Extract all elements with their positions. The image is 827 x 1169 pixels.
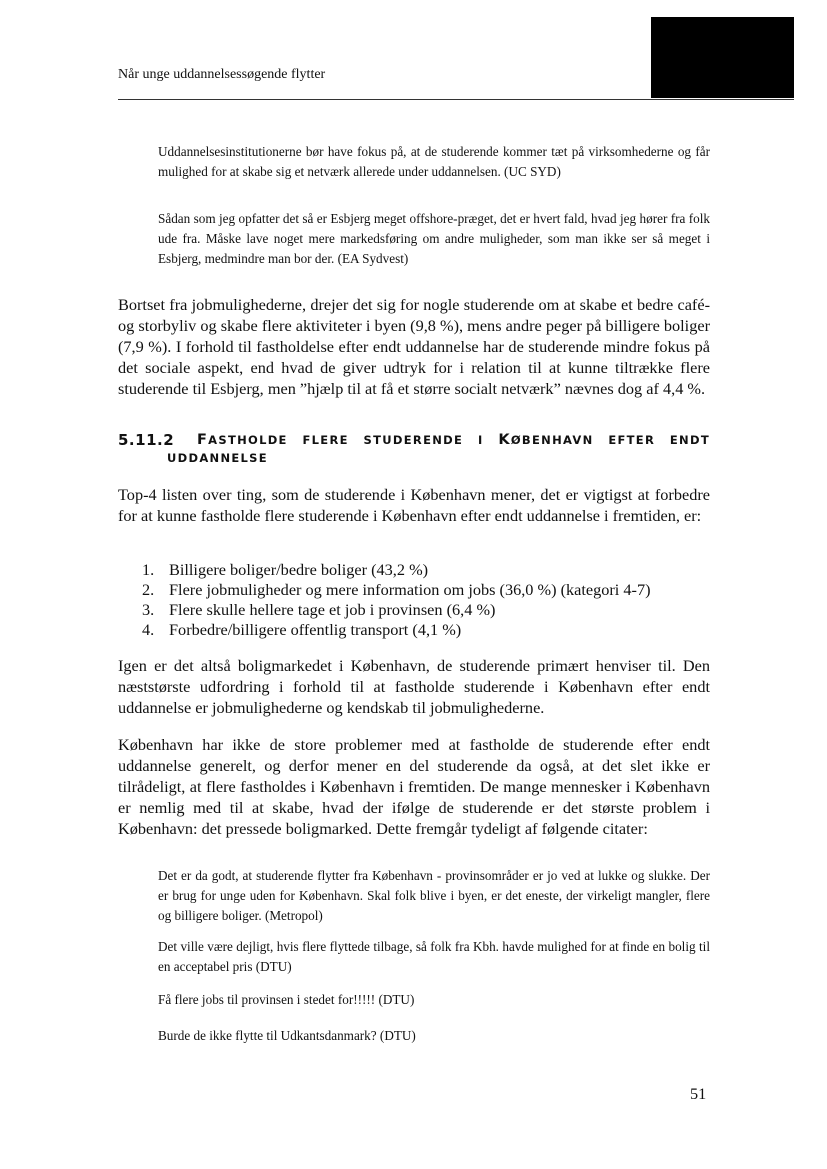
heading-word: FLERE [302,433,349,447]
list-text: Billigere boliger/bedre boliger (43,2 %) [169,560,429,579]
heading-word: EFTER [608,433,656,447]
quote-dtu-2: Få flere jobs til provinsen i stedet for!!!!! (DTU) [158,992,415,1007]
list-number: 4. [142,620,155,639]
quote-metropol: Det er da godt, at studerende flytter fra København - provinsområder er jo ved at lukke og slukke. Der er brug for unge uden for København. Skal folk blive i byen, er det eneste, der virkeligt mangler, flere og billigere boliger. (Metropol) [158,868,710,923]
list-item [142,560,712,580]
list-item [142,580,712,600]
list-number: 2. [142,580,155,599]
paragraph-top4-intro: Top-4 listen over ting, som de studerende i København mener, det er vigtigst at forbedre for at kunne fastholde flere studerende i København efter endt uddannelse i fremtiden, er: [118,485,710,525]
paragraph-copenhagen-retention: København har ikke de store problemer med at fastholde de studerende efter endt uddannelse generelt, og derfor mener en del studerende da også, at det slet ikke er tilrådeligt, at flere fastholdes i København i fremtiden. De mange mennesker i København er nemlig med til at skabe, hvad der ifølge de studerende er det største problem i København: det pressede boligmarked. Dette fremgår tydeligt af følgende citater: [118,735,710,838]
quote-dtu-3: Burde de ikke flytte til Udkantsdanmark? (DTU) [158,1028,416,1043]
quote-uc-syd: Uddannelsesinstitutionerne bør have fokus på, at de studerende kommer tæt på virksomhederne og får mulighed for at skabe sig et netværk allerede under uddannelsen. (UC SYD) [158,144,710,179]
paragraph-housing-market: Igen er det altså boligmarkedet i København, de studerende primært henviser til. Den næststørste udfordring i forhold til at fastholde studerende i København efter endt uddannelse er jobmulighederne og kendskab til jobmulighederne. [118,656,710,717]
quote-ea-sydvest: Sådan som jeg opfatter det så er Esbjerg meget offshore-præget, det er hvert fald, hvad jeg hører fra folk ude fra. Måske lave noget mere markedsføring om andre muligheder, som man ikke ser så meget i Esbjerg, medmindre man bor der. (EA Sydvest) [158,211,710,266]
list-text: Forbedre/billigere offentlig transport (4,1 %) [169,620,462,639]
heading-word: STUDERENDE [363,433,464,447]
heading-word: I [477,433,484,447]
page-number: 51 [690,1084,707,1103]
section-number: 5.11.2 [118,431,175,449]
chapter-tab-block [651,17,794,98]
heading-word: FASTHOLDE [196,432,288,448]
list-text: Flere skulle hellere tage et job i provinsen (6,4 %) [169,600,496,619]
heading-word: ENDT [669,433,710,447]
header-rule [118,99,794,100]
top4-list [142,560,712,640]
list-number: 3. [142,600,155,619]
heading-word: KØBENHAVN [498,432,594,448]
list-number: 1. [142,560,155,579]
heading-word: UDDANNELSE [167,451,268,465]
section-heading [118,431,710,467]
list-text: Flere jobmuligheder og mere information om jobs (36,0 %) (kategori 4-7) [169,580,651,599]
list-item [142,620,712,640]
paragraph-esbjerg-retention: Bortset fra jobmulighederne, drejer det sig for nogle studerende om at skabe et bedre café- og storbyliv og skabe flere aktiviteter i byen (9,8 %), mens andre peger på billigere boliger (7,9 %). I forhold til fastholdelse efter endt uddannelse har de studerende mindre fokus på det sociale aspekt, end hvad de giver udtryk for i relation til at kunne tiltrække flere studerende til Esbjerg, men ”hjælp til at få et større socialt netværk” nævnes dog af 4,4 %. [118,295,710,398]
running-header: Når unge uddannelsessøgende flytter [118,67,326,82]
list-item [142,600,712,620]
quote-dtu-1: Det ville være dejligt, hvis flere flyttede tilbage, så folk fra Kbh. havde mulighed for at finde en bolig til en acceptabel pris (DTU) [158,939,710,974]
